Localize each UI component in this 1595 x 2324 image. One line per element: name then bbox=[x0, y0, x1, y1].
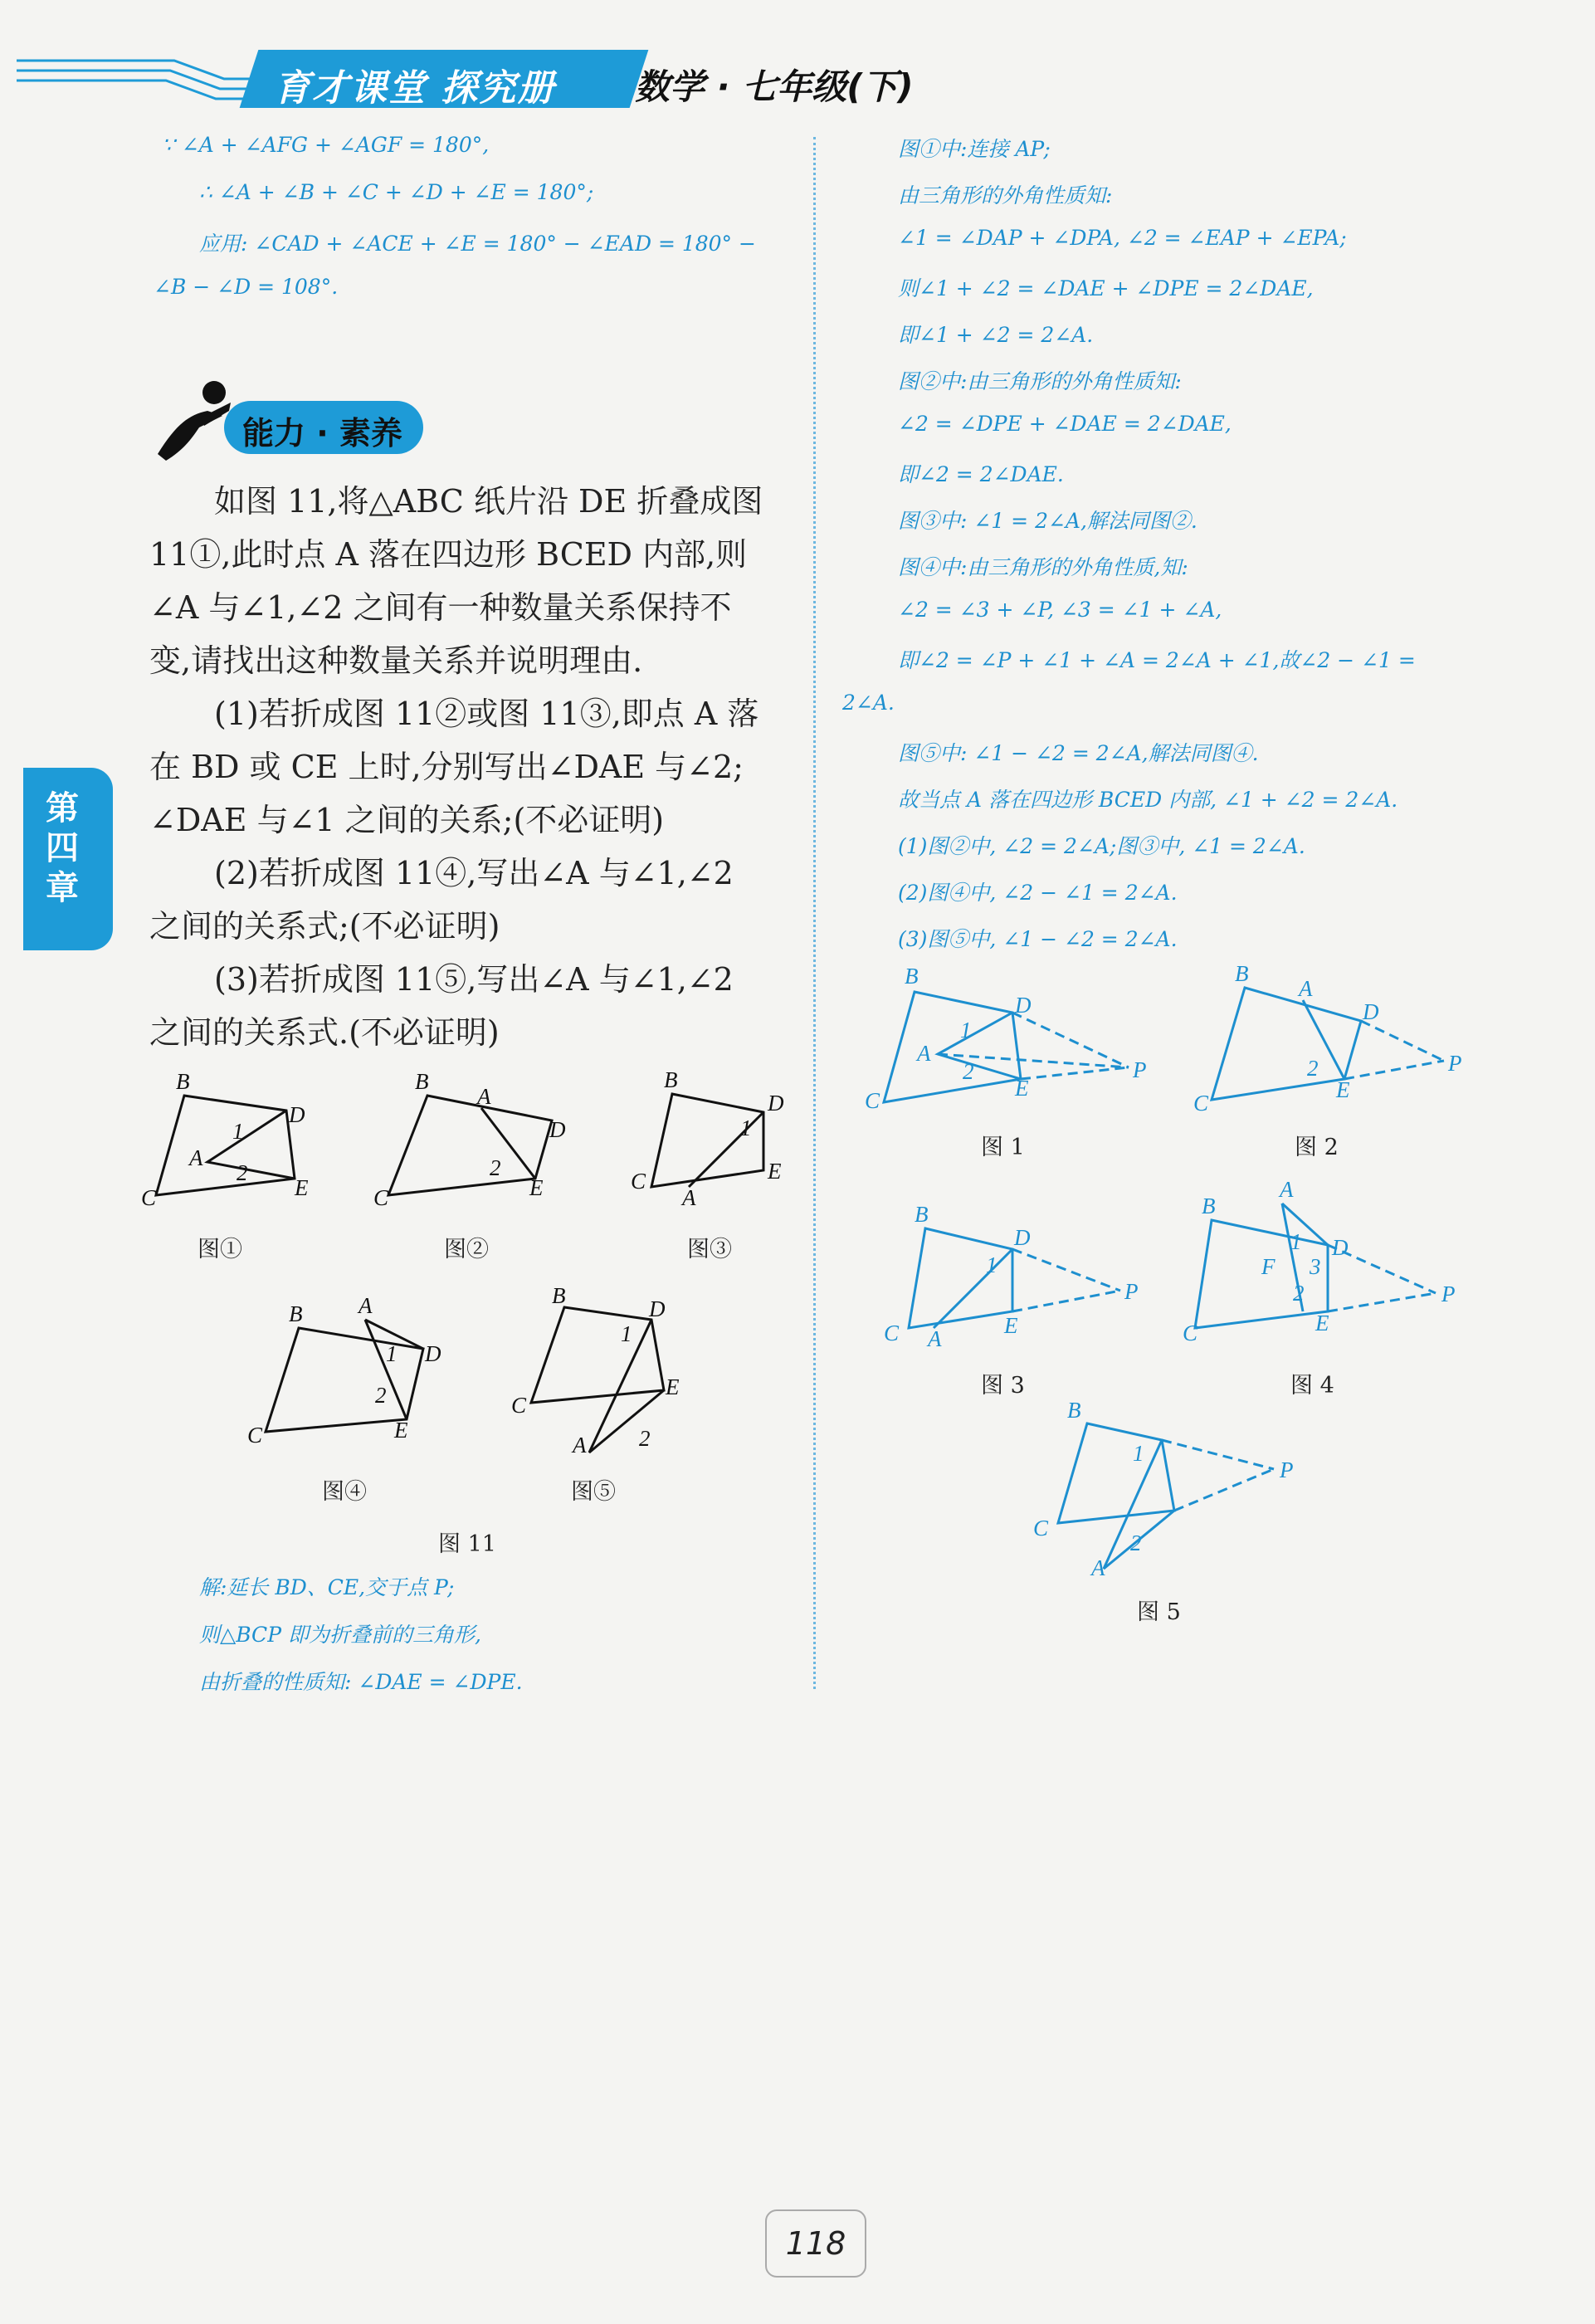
svg-text:A: A bbox=[1299, 976, 1313, 1001]
svg-text:2: 2 bbox=[639, 1426, 651, 1451]
section-heading bbox=[149, 378, 432, 469]
svg-text:B: B bbox=[1202, 1194, 1216, 1218]
svg-text:D: D bbox=[1332, 1235, 1349, 1260]
question-1-line: 在 BD 或 CE 上时,分别写出∠DAE 与∠2; bbox=[149, 749, 744, 785]
svg-text:E: E bbox=[295, 1175, 309, 1200]
solution-line: 即∠1 + ∠2 = 2∠A. bbox=[898, 323, 1094, 347]
question-1-line: ∠DAE 与∠1 之间的关系;(不必证明) bbox=[149, 802, 665, 838]
problem-figures bbox=[133, 1071, 797, 1552]
svg-text:A: A bbox=[189, 1145, 203, 1170]
svg-text:C: C bbox=[1193, 1091, 1209, 1116]
prev-solution-line: 应用: ∠CAD + ∠ACE + ∠E = 180° − ∠EAD = 180° − bbox=[199, 232, 756, 256]
svg-text:A: A bbox=[573, 1433, 587, 1457]
figure-caption: 图 3 bbox=[981, 1373, 1025, 1399]
figure-caption: 图② bbox=[444, 1237, 489, 1262]
section-title: 能力 · 素养 bbox=[242, 415, 402, 452]
svg-text:B: B bbox=[1235, 963, 1249, 986]
svg-text:C: C bbox=[247, 1423, 263, 1448]
svg-text:D: D bbox=[549, 1117, 566, 1142]
solution-line: 图⑤中: ∠1 − ∠2 = 2∠A,解法同图④. bbox=[898, 741, 1259, 765]
svg-text:1: 1 bbox=[621, 1321, 632, 1346]
solution-line: (1)图②中, ∠2 = 2∠A;图③中, ∠1 = 2∠A. bbox=[898, 834, 1305, 858]
solution-line: 即∠2 = ∠P + ∠1 + ∠A = 2∠A + ∠1,故∠2 − ∠1 = bbox=[898, 648, 1416, 672]
svg-text:D: D bbox=[1363, 999, 1379, 1024]
question-3-line: (3)若折成图 11⑤,写出∠A 与∠1,∠2 bbox=[214, 961, 734, 998]
svg-text:C: C bbox=[631, 1169, 646, 1194]
solution-line: 图①中:连接 AP; bbox=[898, 137, 1051, 161]
svg-text:D: D bbox=[1015, 993, 1032, 1018]
solution-figures bbox=[855, 963, 1519, 1627]
svg-text:A: A bbox=[928, 1326, 942, 1351]
svg-text:C: C bbox=[1183, 1321, 1198, 1345]
question-2-line: 之间的关系式;(不必证明) bbox=[149, 908, 500, 945]
question-3-line: 之间的关系式.(不必证明) bbox=[149, 1014, 500, 1051]
svg-text:1: 1 bbox=[960, 1018, 972, 1042]
svg-text:3: 3 bbox=[1310, 1254, 1321, 1279]
svg-text:E: E bbox=[1004, 1313, 1018, 1338]
subject-title: 数学 · 七年级(下) bbox=[635, 66, 914, 107]
series-title: 育才课堂 探究册 bbox=[274, 67, 556, 110]
svg-text:D: D bbox=[1014, 1225, 1031, 1250]
solution-line: (2)图④中, ∠2 − ∠1 = 2∠A. bbox=[898, 881, 1178, 905]
figure-caption: 图 1 bbox=[981, 1135, 1025, 1160]
svg-text:A: A bbox=[682, 1185, 696, 1210]
svg-text:A: A bbox=[1091, 1555, 1105, 1580]
page-number: 118 bbox=[765, 2209, 866, 2278]
svg-text:1: 1 bbox=[386, 1341, 398, 1366]
svg-text:B: B bbox=[289, 1301, 303, 1326]
svg-text:A: A bbox=[1280, 1177, 1294, 1202]
svg-text:P: P bbox=[1441, 1282, 1456, 1306]
figure-group-caption: 图 11 bbox=[438, 1531, 496, 1557]
svg-text:C: C bbox=[141, 1185, 157, 1210]
figure-caption: 图 5 bbox=[1137, 1599, 1181, 1625]
svg-text:E: E bbox=[768, 1159, 782, 1184]
solution-line: (3)图⑤中, ∠1 − ∠2 = 2∠A. bbox=[898, 927, 1178, 951]
solution-line: 图②中:由三角形的外角性质知: bbox=[898, 369, 1182, 393]
svg-text:2: 2 bbox=[1307, 1056, 1319, 1081]
svg-text:E: E bbox=[529, 1175, 544, 1200]
svg-text:B: B bbox=[1067, 1398, 1081, 1423]
figure-caption: 图⑤ bbox=[571, 1479, 616, 1505]
svg-text:B: B bbox=[552, 1283, 566, 1308]
solution-line: 故当点 A 落在四边形 BCED 内部, ∠1 + ∠2 = 2∠A. bbox=[898, 788, 1398, 812]
solution-line: 由三角形的外角性质知: bbox=[898, 183, 1113, 208]
svg-text:E: E bbox=[666, 1374, 680, 1399]
svg-text:E: E bbox=[1336, 1077, 1350, 1102]
svg-text:2: 2 bbox=[375, 1383, 387, 1408]
svg-text:C: C bbox=[1033, 1516, 1049, 1540]
svg-text:C: C bbox=[373, 1185, 389, 1210]
question-2-line: (2)若折成图 11④,写出∠A 与∠1,∠2 bbox=[214, 855, 734, 891]
svg-text:D: D bbox=[768, 1091, 784, 1116]
figure-caption: 图④ bbox=[322, 1479, 367, 1505]
column-divider bbox=[813, 137, 816, 1689]
svg-text:2: 2 bbox=[237, 1160, 248, 1185]
page-header bbox=[0, 42, 1595, 116]
svg-text:C: C bbox=[884, 1321, 900, 1345]
svg-text:1: 1 bbox=[986, 1252, 997, 1277]
solution-line: 则△BCP 即为折叠前的三角形, bbox=[199, 1623, 481, 1647]
solution-line: 图③中: ∠1 = 2∠A,解法同图②. bbox=[898, 509, 1197, 533]
figure-caption: 图 4 bbox=[1290, 1373, 1334, 1399]
svg-text:E: E bbox=[1315, 1311, 1329, 1335]
svg-text:A: A bbox=[359, 1293, 373, 1318]
svg-text:B: B bbox=[664, 1071, 678, 1092]
svg-text:D: D bbox=[289, 1102, 305, 1127]
svg-text:1: 1 bbox=[740, 1116, 752, 1140]
solution-line: 2∠A. bbox=[842, 691, 895, 715]
problem-line: ∠A 与∠1,∠2 之间有一种数量关系保持不 bbox=[149, 589, 732, 626]
solution-line: ∠2 = ∠DPE + ∠DAE = 2∠DAE, bbox=[898, 412, 1232, 436]
solution-line: 解:延长 BD、CE,交于点 P; bbox=[199, 1575, 455, 1599]
problem-line: 如图 11,将△ABC 纸片沿 DE 折叠成图 bbox=[214, 483, 763, 520]
prev-solution-line: ∵ ∠A + ∠AFG + ∠AGF = 180°, bbox=[162, 133, 490, 157]
svg-text:E: E bbox=[394, 1418, 408, 1443]
svg-text:C: C bbox=[511, 1393, 527, 1418]
question-1-line: (1)若折成图 11②或图 11③,即点 A 落 bbox=[214, 696, 759, 732]
prev-solution-line: ∠B − ∠D = 108°. bbox=[154, 275, 339, 299]
svg-text:1: 1 bbox=[1290, 1229, 1302, 1254]
svg-text:D: D bbox=[425, 1341, 441, 1366]
solution-line: ∠1 = ∠DAP + ∠DPA, ∠2 = ∠EAP + ∠EPA; bbox=[898, 226, 1347, 250]
svg-text:B: B bbox=[905, 964, 919, 989]
prev-solution-line: ∴ ∠A + ∠B + ∠C + ∠D + ∠E = 180°; bbox=[199, 180, 594, 204]
svg-text:B: B bbox=[415, 1071, 429, 1094]
svg-text:B: B bbox=[176, 1071, 190, 1094]
svg-text:D: D bbox=[649, 1296, 666, 1321]
svg-text:F: F bbox=[1261, 1254, 1276, 1279]
header-stripes bbox=[17, 46, 266, 112]
figure-caption: 图 2 bbox=[1295, 1135, 1339, 1160]
running-figure-icon bbox=[149, 378, 232, 469]
solution-line: 即∠2 = 2∠DAE. bbox=[898, 462, 1064, 486]
figure-caption: 图① bbox=[198, 1237, 242, 1262]
svg-text:A: A bbox=[477, 1084, 491, 1109]
svg-text:P: P bbox=[1133, 1057, 1147, 1082]
solution-line: 图④中:由三角形的外角性质,知: bbox=[898, 555, 1188, 579]
solution-line: 由折叠的性质知: ∠DAE = ∠DPE. bbox=[199, 1670, 523, 1694]
problem-line: 11①,此时点 A 落在四边形 BCED 内部,则 bbox=[149, 536, 748, 573]
solution-line: 则∠1 + ∠2 = ∠DAE + ∠DPE = 2∠DAE, bbox=[898, 276, 1314, 300]
svg-text:E: E bbox=[1015, 1076, 1029, 1101]
svg-text:2: 2 bbox=[490, 1155, 501, 1180]
figure-caption: 图③ bbox=[687, 1237, 732, 1262]
svg-text:C: C bbox=[865, 1088, 880, 1113]
svg-text:P: P bbox=[1124, 1279, 1139, 1304]
svg-text:2: 2 bbox=[963, 1059, 974, 1084]
solution-line: ∠2 = ∠3 + ∠P, ∠3 = ∠1 + ∠A, bbox=[898, 598, 1222, 622]
svg-text:1: 1 bbox=[1133, 1441, 1144, 1466]
svg-text:2: 2 bbox=[1130, 1531, 1142, 1555]
svg-text:A: A bbox=[917, 1041, 931, 1066]
svg-text:2: 2 bbox=[1293, 1281, 1305, 1306]
svg-text:1: 1 bbox=[232, 1119, 244, 1144]
problem-line: 变,请找出这种数量关系并说明理由. bbox=[149, 642, 643, 679]
svg-text:P: P bbox=[1448, 1051, 1462, 1076]
chapter-tab-label: 第四章 bbox=[46, 789, 79, 907]
svg-text:P: P bbox=[1280, 1457, 1294, 1482]
svg-text:B: B bbox=[915, 1202, 929, 1227]
